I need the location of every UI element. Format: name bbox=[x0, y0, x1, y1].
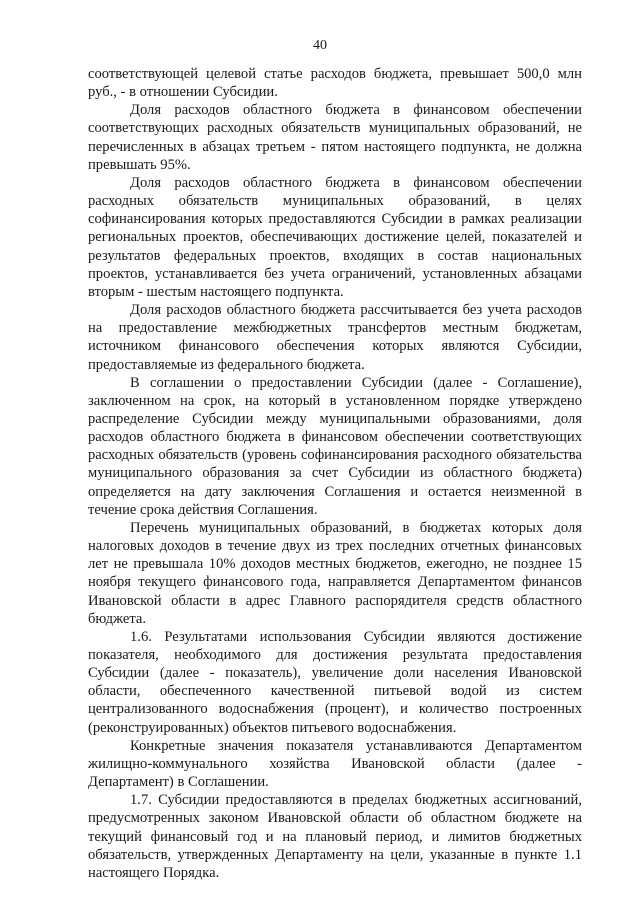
paragraph-budget-share-95: Доля расходов областного бюджета в финансовом обеспечении соответствующих расходных обязательств муниципальных образований, не перечисленных в абзацах третьем - пятом настоящего подпункта, не должна превышать 95%. bbox=[88, 102, 582, 173]
paragraph-indicator-values: Конкретные значения показателя устанавливаются Департаментом жилищно-коммунального хозяйства Ивановской области (далее - Департамент) в Соглашении. bbox=[88, 737, 582, 791]
paragraph-interbudget-transfers: Доля расходов областного бюджета рассчитывается без учета расходов на предоставление межбюджетных трансфертов местным бюджетам, источником финансового обеспечения которых являются Субсидии, предоставляемые из федерального бюджета. bbox=[88, 302, 582, 373]
paragraph-section-1-7: 1.7. Субсидии предоставляются в пределах бюджетных ассигнований, предусмотренных законом Ивановской области об областном бюджете на текущий финансовый год и на плановый период, и лимитов бюджетных обязательств, утвержденных Департаменту на цели, указанные в пункте 1.1 настоящего Порядка. bbox=[88, 792, 582, 881]
paragraph-section-1-6: 1.6. Результатами использования Субсидии являются достижение показателя, необходимого для достижения результата предоставления Субсидии (далее - показатель), увеличение доли населения Ивановской области, обеспеченного качественной питьевой водой из систем централизованного водоснабжения (процент), и количество построенных (реконструированных) объектов питьевого водоснабжения. bbox=[88, 628, 582, 736]
paragraph-municipalities-list: Перечень муниципальных образований, в бюджетах которых доля налоговых доходов в течение двух из трех последних отчетных финансовых лет не превышала 10% доходов местных бюджетов, ежегодно, не позднее 15 ноября текущего финансового года, направляется Департаментом финансов Ивановской области в адрес Главного распорядителя средств областного бюджета. bbox=[88, 519, 582, 627]
paragraph-regional-projects: Доля расходов областного бюджета в финансовом обеспечении расходных обязательств муниципальных образований, в целях софинансирования которых предоставляются Субсидии в рамках реализации региональных проектов, обеспечивающих достижение целей, показателей и результатов федеральных проектов, входящих в состав национальных проектов, устанавливается без учета ограничений, установленных абзацами вторым - шестым настоящего подпункта. bbox=[88, 174, 582, 300]
paragraph-agreement: В соглашении о предоставлении Субсидии (далее - Соглашение), заключенном на срок, на который в установленном порядке утверждено распределение Субсидии между муниципальными образованиями, доля расходов областного бюджета в финансовом обеспечении соответствующих расходных обязательств (уровень софинансирования расходного обязательства муниципального образования за счет Субсидии из областного бюджета) определяется на дату заключения Соглашения и остается неизменной в течение срока действия Соглашения. bbox=[88, 374, 582, 518]
document-body bbox=[88, 65, 582, 882]
page-number: 40 bbox=[313, 38, 327, 53]
paragraph-continuation: соответствующей целевой статье расходов бюджета, превышает 500,0 млн руб., - в отношении Субсидии. bbox=[88, 66, 582, 101]
